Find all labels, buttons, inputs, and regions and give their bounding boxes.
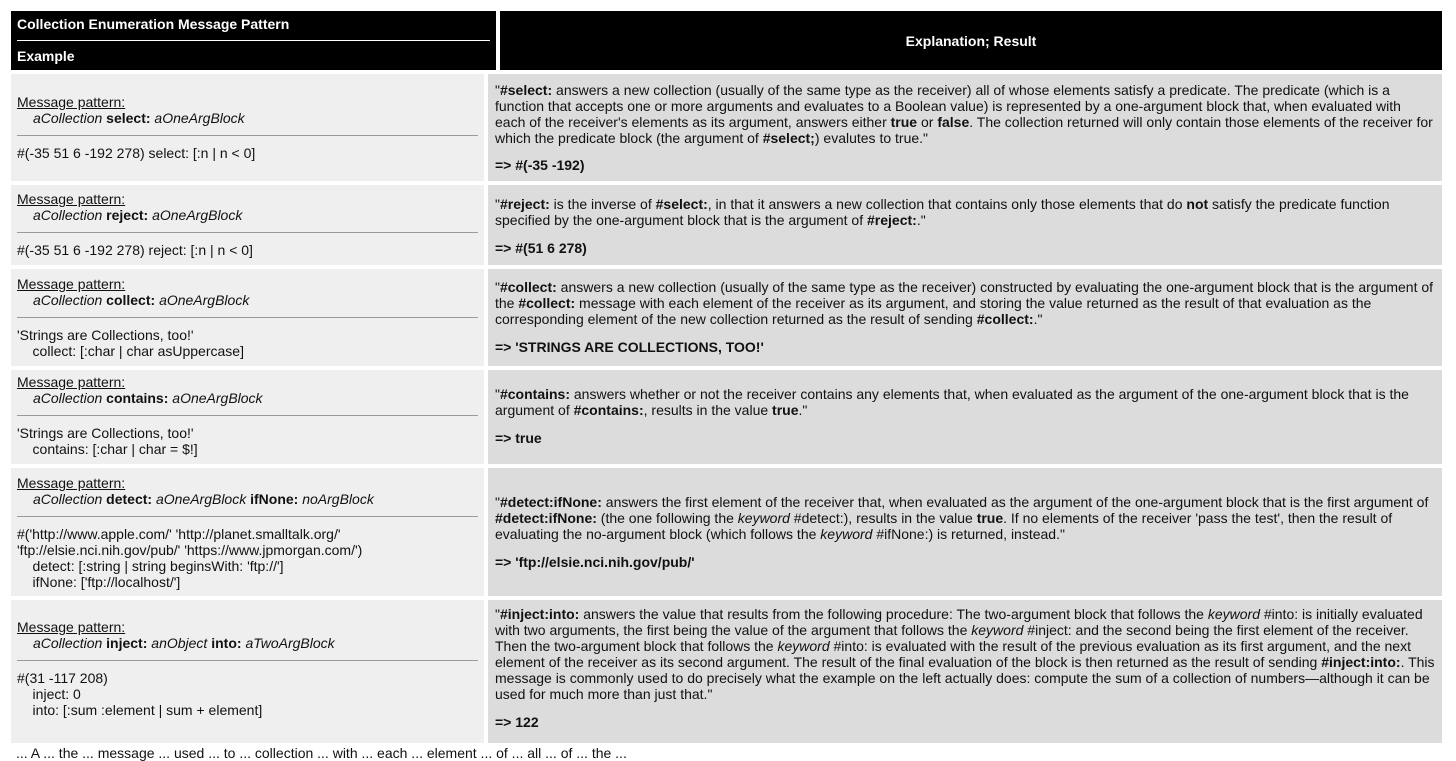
explanation-text: "#detect:ifNone: answers the first element of the receiver that, when evaluated as the argument of the one-argument block that is the first argument of #detect:ifNone: (the one following the keyword #detect:), results in the value true. If no elements of the receiver 'pass the test', then the result of evaluating the no-argument block (which follows the keyword #ifNone:) is returned, instead." — [495, 494, 1429, 542]
receiver: aCollection — [33, 110, 103, 126]
argument: aOneArgBlock — [154, 110, 245, 126]
pattern-cell — [11, 468, 484, 596]
message-pattern: aCollection reject: aOneArgBlock — [33, 207, 243, 223]
table-row-collect — [11, 269, 1442, 366]
example-code: 'Strings are Collections, too!' contains: [:char | char = $!] — [17, 425, 198, 457]
explanation-cell — [488, 468, 1442, 596]
collection-enumeration-table — [11, 11, 1442, 743]
message-pattern: aCollection contains: aOneArgBlock — [33, 390, 263, 406]
example-code: #(31 -117 208) inject: 0 into: [:sum :element | sum + element] — [17, 670, 263, 718]
message-pattern: aCollection collect: aOneArgBlock — [33, 292, 250, 308]
table-row-detect — [11, 468, 1442, 596]
result-value: => 'STRINGS ARE COLLECTIONS, TOO!' — [495, 339, 764, 355]
divider — [17, 415, 478, 416]
explanation-cell — [488, 269, 1442, 366]
result-value: => 'ftp://elsie.nci.nih.gov/pub/' — [495, 554, 695, 570]
divider — [17, 232, 478, 233]
explanation-cell — [488, 370, 1442, 464]
message-pattern: aCollection detect: aOneArgBlock ifNone: noArgBlock — [33, 491, 374, 507]
pattern-cell — [11, 185, 484, 265]
header-right-cell: Explanation; Result — [500, 11, 1442, 70]
example-code: #(-35 51 6 -192 278) reject: [:n | n < 0] — [17, 242, 253, 258]
example-code: 'Strings are Collections, too!' collect: [:char | char asUppercase] — [17, 327, 244, 359]
explanation-cell — [488, 185, 1442, 265]
result-value: => 122 — [495, 714, 539, 730]
pattern-cell — [11, 370, 484, 464]
divider — [17, 135, 478, 136]
result-value: => #(-35 -192) — [495, 157, 585, 173]
table-row-select — [11, 74, 1442, 181]
keyword: select: — [106, 110, 151, 126]
explanation-cell — [488, 600, 1442, 743]
table-row-contains — [11, 370, 1442, 464]
message-pattern: aCollection inject: anObject into: aTwoArgBlock — [33, 635, 335, 651]
pattern-cell — [11, 600, 484, 743]
example-code: #(-35 51 6 -192 278) select: [:n | n < 0] — [17, 145, 256, 161]
message-pattern-label: Message pattern: — [17, 276, 126, 292]
message-pattern — [17, 110, 478, 126]
explanation-text: "#collect: answers a new collection (usually of the same type as the receiver) constructed by evaluating the one-argument block that is the argument of the #collect: message with each element of the receiver as its argument, and storing the value returned as the result of that evaluation as the corresponding element of the new collection returned as the result of sending #collect:." — [495, 279, 1434, 327]
header-divider — [17, 40, 490, 41]
message-pattern-label: Message pattern: — [17, 619, 126, 635]
explanation-cell — [488, 74, 1442, 181]
header-subtitle: Example — [17, 48, 75, 64]
message-pattern-label: Message pattern: — [17, 374, 126, 390]
pattern-cell — [11, 269, 484, 366]
header-left-cell — [11, 11, 496, 70]
message-pattern-label: Message pattern: — [17, 191, 126, 207]
divider — [17, 660, 478, 661]
explanation-text: "#contains: answers whether or not the receiver contains any elements that, when evaluated as the argument of the one-argument block that is the argument of #contains:, results in the value true." — [495, 386, 1409, 418]
explanation-text: "#reject: is the inverse of #select:, in that it answers a new collection that contains only those elements that do not satisfy the predicate function specified by the one-argument block that is the argument of #reject:." — [495, 196, 1390, 228]
pattern-cell — [11, 74, 484, 181]
header-title: Collection Enumeration Message Pattern — [17, 16, 290, 32]
result-value: => #(51 6 278) — [495, 240, 587, 256]
divider — [17, 516, 478, 517]
example-code: #('http://www.apple.com/' 'http://planet.smalltalk.org/' 'ftp://elsie.nci.nih.gov/pub/' 'https://www.jpmorgan.com/') detect: [:string | string beginsWith: 'ftp://'] ifNone: ['ftp://localhost/'] — [17, 526, 363, 590]
explanation-text: "#inject:into: answers the value that results from the following procedure: The two-argument block that follows the keyword #into: is initially evaluated with two arguments, the first being the value of the argument that follows the keyword #inject: and the second being the first element of the receiver. Then the two-argument block that follows the keyword #into: is evaluated with the result of the previous evaluation as its first argument, and the next element of the receiver as its second argument. The result of the final evaluation of the block is then returned as the result of sending #inject:into:. This message is commonly used to do precisely what the example on the left actually does: compute the sum of a collection of numbers—although it can be used for much more than just that." — [495, 606, 1435, 702]
message-pattern-label: Message pattern: — [17, 94, 126, 110]
table-row-inject — [11, 600, 1442, 743]
footer-caption: ... A ... the ... message ... used ... to ... collection ... with ... each ... element ... of ... all ... of ... the ... — [16, 745, 627, 761]
message-pattern-label: Message pattern: — [17, 475, 126, 491]
table-header — [11, 11, 1442, 70]
table-row-reject — [11, 185, 1442, 265]
explanation-text: "#select: answers a new collection (usually of the same type as the receiver) all of whose elements satisfy a predicate. The predicate (which is a function that accepts one or more arguments and evaluates to a Boolean value) is represented by a one-argument block that, when evaluated with each of the receiver's elements as its argument, answers either true or false. The collection returned will only contain those elements of the receiver for which the predicate block (the argument of #select;) evalutes to true." — [495, 82, 1433, 146]
divider — [17, 317, 478, 318]
result-value: => true — [495, 430, 542, 446]
